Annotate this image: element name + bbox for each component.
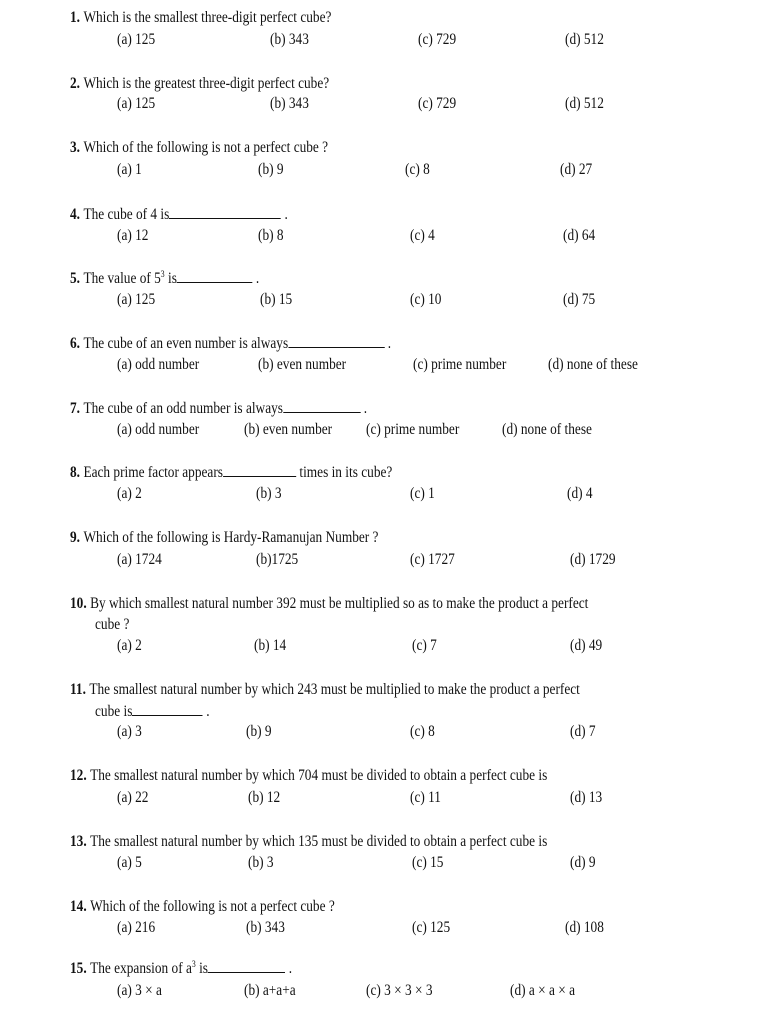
question-text: The cube of 4 is — [83, 206, 170, 223]
option-b[interactable]: (b) 343 — [270, 31, 309, 48]
option-c[interactable]: (c) 1727 — [410, 551, 455, 568]
question-text: Which is the smallest three-digit perfect cube? — [83, 9, 332, 26]
question-number: 10. — [70, 595, 87, 612]
question-text: The smallest natural number by which 243 must be multiplied to make the product a perfect — [89, 681, 580, 698]
option-b[interactable]: (b) 343 — [246, 919, 285, 936]
option-a[interactable]: (a) 216 — [117, 919, 156, 936]
option-b[interactable]: (b) 3 — [256, 485, 282, 502]
exponent: 3 — [191, 959, 196, 969]
option-b[interactable]: (b) 12 — [248, 789, 281, 806]
option-b[interactable]: (b) 9 — [258, 161, 284, 178]
question-15 — [70, 958, 292, 979]
question-13 — [70, 832, 547, 852]
option-b[interactable]: (b)1725 — [256, 551, 299, 568]
option-c[interactable]: (c) 7 — [412, 637, 437, 654]
option-c[interactable]: (c) 729 — [418, 95, 457, 112]
option-c[interactable]: (c) 15 — [412, 854, 444, 871]
option-a[interactable]: (a) 3 × a — [117, 982, 162, 999]
question-number: 9. — [70, 529, 80, 546]
answer-blank[interactable] — [169, 204, 281, 219]
question-text: By which smallest natural number 392 must be multiplied so as to make the product a perfect — [90, 595, 589, 612]
question-number: 5. — [70, 270, 80, 287]
option-a[interactable]: (a) 1724 — [117, 551, 162, 568]
option-a[interactable]: (a) 125 — [117, 291, 156, 308]
option-c[interactable]: (c) 10 — [410, 291, 442, 308]
option-a[interactable]: (a) 3 — [117, 723, 142, 740]
punctuation: . — [387, 335, 392, 352]
option-b[interactable]: (b) a+a+a — [244, 982, 296, 999]
answer-blank[interactable] — [223, 462, 296, 477]
option-d[interactable]: (d) 9 — [570, 854, 596, 871]
option-d[interactable]: (d) 13 — [570, 789, 603, 806]
option-c[interactable]: (c) 1 — [410, 485, 435, 502]
option-d[interactable]: (d) none of these — [502, 421, 592, 438]
question-10 — [70, 594, 588, 614]
answer-blank[interactable] — [132, 701, 203, 716]
question-number: 7. — [70, 400, 80, 417]
option-d[interactable]: (d) none of these — [548, 356, 638, 373]
option-c[interactable]: (c) 8 — [405, 161, 430, 178]
question-number: 12. — [70, 767, 87, 784]
question-text: The smallest natural number by which 135 must be divided to obtain a perfect cube is — [90, 833, 548, 850]
question-text-mid: is — [164, 270, 177, 287]
question-11-continued — [95, 701, 210, 722]
question-number: 14. — [70, 898, 87, 915]
option-d[interactable]: (d) 512 — [565, 95, 604, 112]
question-6 — [70, 333, 391, 354]
question-number: 1. — [70, 9, 80, 26]
option-d[interactable]: (d) 64 — [563, 227, 596, 244]
option-d[interactable]: (d) 7 — [570, 723, 596, 740]
option-c[interactable]: (c) prime number — [413, 356, 507, 373]
question-number: 13. — [70, 833, 87, 850]
question-7 — [70, 398, 367, 419]
question-text: The smallest natural number by which 704 must be divided to obtain a perfect cube is — [90, 767, 548, 784]
option-d[interactable]: (d) 4 — [567, 485, 593, 502]
question-1 — [70, 8, 331, 28]
option-b[interactable]: (b) 343 — [270, 95, 309, 112]
punctuation: . — [284, 206, 288, 223]
question-text: cube is — [95, 703, 133, 720]
question-text-mid: is — [195, 960, 209, 977]
option-b[interactable]: (b) even number — [258, 356, 347, 373]
option-a[interactable]: (a) 12 — [117, 227, 149, 244]
question-number: 15. — [70, 960, 87, 977]
question-14 — [70, 897, 335, 917]
option-c[interactable]: (c) 125 — [412, 919, 451, 936]
option-c[interactable]: (c) 4 — [410, 227, 435, 244]
question-3 — [70, 138, 328, 158]
question-text: Which of the following is not a perfect cube ? — [83, 139, 329, 156]
option-b[interactable]: (b) 15 — [260, 291, 293, 308]
option-a[interactable]: (a) 125 — [117, 31, 156, 48]
option-d[interactable]: (d) 1729 — [570, 551, 616, 568]
option-c[interactable]: (c) 3 × 3 × 3 — [366, 982, 433, 999]
answer-blank[interactable] — [208, 958, 285, 973]
question-10-continued: cube ? — [95, 616, 130, 633]
option-c[interactable]: (c) 729 — [418, 31, 457, 48]
option-a[interactable]: (a) 1 — [117, 161, 142, 178]
option-a[interactable]: (a) 125 — [117, 95, 156, 112]
punctuation: . — [206, 703, 210, 720]
option-b[interactable]: (b) even number — [244, 421, 333, 438]
option-c[interactable]: (c) prime number — [366, 421, 460, 438]
exponent: 3 — [160, 269, 165, 279]
question-4 — [70, 204, 288, 225]
option-c[interactable]: (c) 8 — [410, 723, 435, 740]
punctuation: . — [363, 400, 368, 417]
option-d[interactable]: (d) 108 — [565, 919, 604, 936]
answer-blank[interactable] — [177, 268, 253, 283]
option-d[interactable]: (d) 49 — [570, 637, 603, 654]
question-text-after: times in its cube? — [299, 464, 393, 481]
question-9 — [70, 528, 378, 548]
answer-blank[interactable] — [288, 333, 384, 348]
question-text: Which is the greatest three-digit perfect cube? — [83, 75, 330, 92]
option-a[interactable]: (a) 5 — [117, 854, 142, 871]
question-text: The cube of an even number is always — [83, 335, 289, 352]
answer-blank[interactable] — [283, 398, 360, 413]
question-5 — [70, 268, 259, 289]
question-text: Each prime factor appears — [83, 464, 223, 481]
option-b[interactable]: (b) 8 — [258, 227, 284, 244]
question-number: 2. — [70, 75, 80, 92]
option-a[interactable]: (a) 22 — [117, 789, 149, 806]
question-text: Which of the following is Hardy-Ramanujan Number ? — [83, 529, 379, 546]
option-d[interactable]: (d) 27 — [560, 161, 593, 178]
option-c[interactable]: (c) 11 — [410, 789, 441, 806]
option-b[interactable]: (b) 14 — [254, 637, 287, 654]
question-text: The cube of an odd number is always — [83, 400, 283, 417]
option-d[interactable]: (d) 512 — [565, 31, 604, 48]
question-text: Which of the following is not a perfect cube ? — [90, 898, 335, 915]
question-12 — [70, 766, 547, 786]
option-a[interactable]: (a) 2 — [117, 485, 142, 502]
option-b[interactable]: (b) 9 — [246, 723, 272, 740]
question-number: 8. — [70, 464, 80, 481]
option-b[interactable]: (b) 3 — [248, 854, 274, 871]
option-a[interactable]: (a) odd number — [117, 421, 200, 438]
option-a[interactable]: (a) 2 — [117, 637, 142, 654]
question-text: The expansion of a — [90, 960, 192, 977]
question-number: 3. — [70, 139, 80, 156]
punctuation: . — [255, 270, 260, 287]
punctuation: . — [288, 960, 293, 977]
question-2 — [70, 74, 329, 94]
option-d[interactable]: (d) 75 — [563, 291, 596, 308]
question-text: The value of 5 — [83, 270, 161, 287]
question-number: 4. — [70, 206, 80, 223]
option-a[interactable]: (a) odd number — [117, 356, 200, 373]
question-8 — [70, 462, 392, 483]
option-d[interactable]: (d) a × a × a — [510, 982, 575, 999]
question-number: 11. — [70, 681, 86, 698]
question-number: 6. — [70, 335, 80, 352]
question-11 — [70, 680, 580, 700]
